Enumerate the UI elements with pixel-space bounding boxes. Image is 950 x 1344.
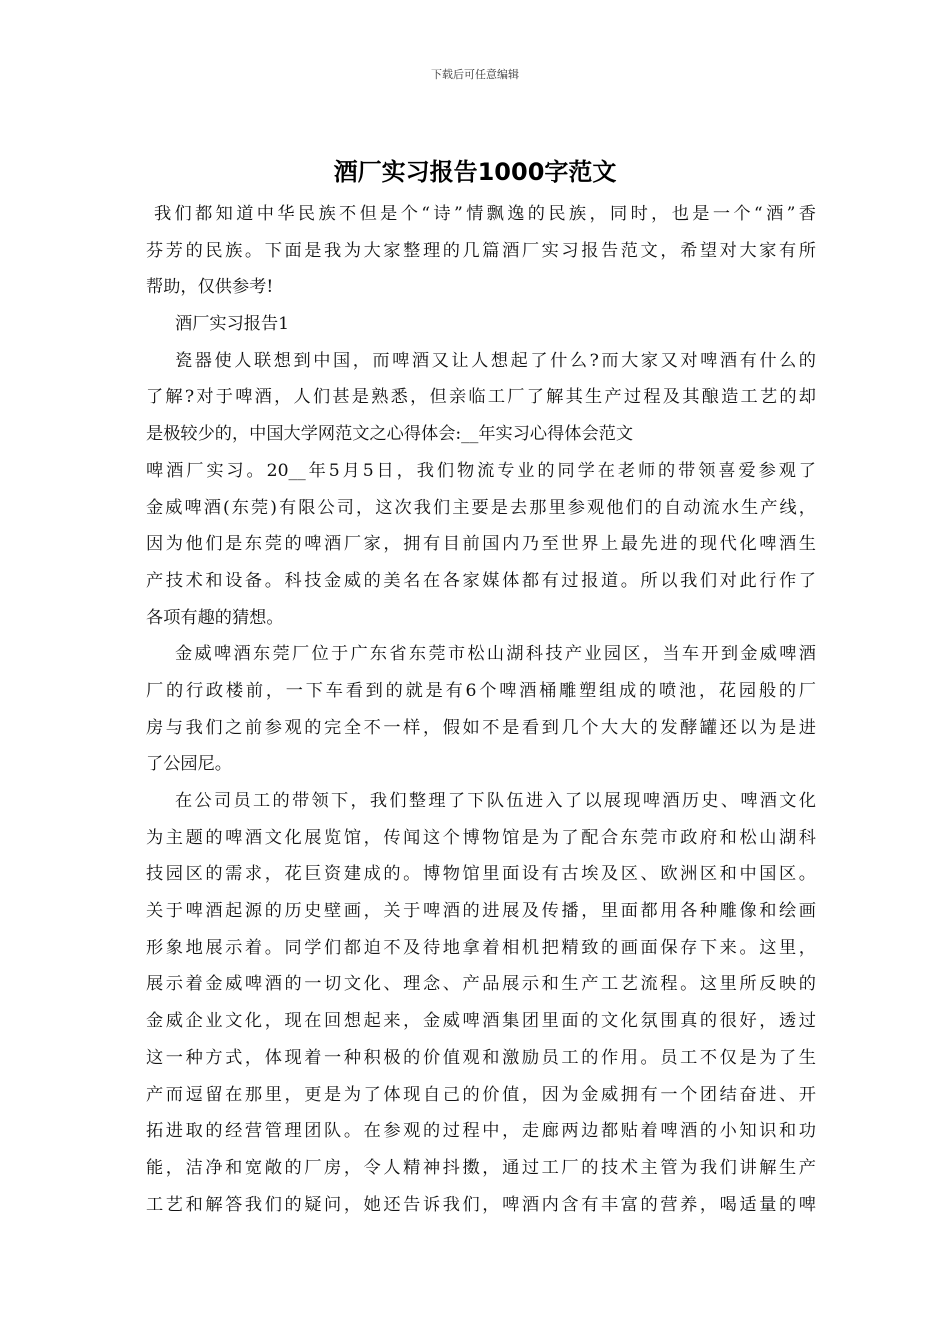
- text-line: 芬芳的民族。下面是我为大家整理的几篇酒厂实习报告范文，希望对大家有所: [146, 240, 816, 261]
- text-line: 帮助，仅供参考!: [146, 277, 274, 298]
- text-line: 金威啤酒(东莞)有限公司，这次我们主要是去那里参观他们的自动流水生产线，: [146, 497, 816, 518]
- text-line: 金威啤酒东莞厂位于广东省东莞市松山湖科技产业园区，当车开到金威啤酒: [175, 644, 816, 665]
- header-note: 下载后可任意编辑: [431, 68, 519, 81]
- text-line: 了解?对于啤酒，人们甚是熟悉，但亲临工厂了解其生产过程及其酿造工艺的却: [146, 387, 816, 408]
- text-line: 是极较少的，中国大学网范文之心得体会:__年实习心得体会范文: [146, 424, 634, 445]
- text-line: 展示着金威啤酒的一切文化、理念、产品展示和生产工艺流程。这里所反映的: [146, 974, 816, 995]
- text-line: 工艺和解答我们的疑问，她还告诉我们，啤酒内含有丰富的营养，喝适量的啤: [146, 1194, 816, 1215]
- text-line: 在公司员工的带领下，我们整理了下队伍进入了以展现啤酒历史、啤酒文化: [175, 791, 816, 811]
- text-line: 了公园尼。: [146, 754, 232, 775]
- text-line: 这一种方式，体现着一种积极的价值观和激励员工的作用。员工不仅是为了生: [146, 1047, 816, 1068]
- text-line: 瓷器使人联想到中国，而啤酒又让人想起了什么?而大家又对啤酒有什么的: [175, 350, 816, 371]
- text-line: 产而逗留在那里，更是为了体现自己的价值，因为金威拥有一个团结奋进、开: [146, 1084, 816, 1105]
- text-line: 厂的行政楼前，一下车看到的就是有6个啤酒桶雕塑组成的喷池，花园般的厂: [146, 680, 816, 701]
- text-line: 啤酒厂实习。20__年5月5日，我们物流专业的同学在老师的带领喜爱参观了: [146, 460, 816, 481]
- text-line: 形象地展示着。同学们都迫不及待地拿着相机把精致的画面保存下来。这里，: [146, 937, 816, 958]
- document-title: 酒厂实习报告1000字范文: [333, 158, 617, 186]
- text-line: 产技术和设备。科技金威的美名在各家媒体都有过报道。所以我们对此行作了: [146, 570, 816, 591]
- text-line: 酒厂实习报告1: [175, 314, 290, 335]
- text-line: 因为他们是东莞的啤酒厂家，拥有目前国内乃至世界上最先进的现代化啤酒生: [146, 534, 816, 555]
- text-line: 房与我们之前参观的完全不一样，假如不是看到几个大大的发酵罐还以为是进: [146, 717, 816, 738]
- text-line: 各项有趣的猜想。: [146, 607, 284, 628]
- text-line: 为主题的啤酒文化展览馆，传闻这个博物馆是为了配合东莞市政府和松山湖科: [146, 827, 816, 848]
- text-line: 技园区的需求，花巨资建成的。博物馆里面设有古埃及区、欧洲区和中国区。: [146, 864, 816, 885]
- text-line: 关于啤酒起源的历史壁画，关于啤酒的进展及传播，里面都用各种雕像和绘画: [146, 901, 816, 922]
- text-line: 能，洁净和宽敞的厂房，令人精神抖擞，通过工厂的技术主管为我们讲解生产: [146, 1157, 816, 1178]
- text-line: 拓进取的经营管理团队。在参观的过程中，走廊两边都贴着啤酒的小知识和功: [146, 1121, 816, 1142]
- document-body: [146, 196, 816, 1223]
- text-line: 金威企业文化，现在回想起来，金威啤酒集团里面的文化氛围真的很好，透过: [146, 1011, 816, 1032]
- text-line: 我们都知道中华民族不但是个“诗”情飘逸的民族，同时，也是一个“酒”香: [154, 204, 816, 224]
